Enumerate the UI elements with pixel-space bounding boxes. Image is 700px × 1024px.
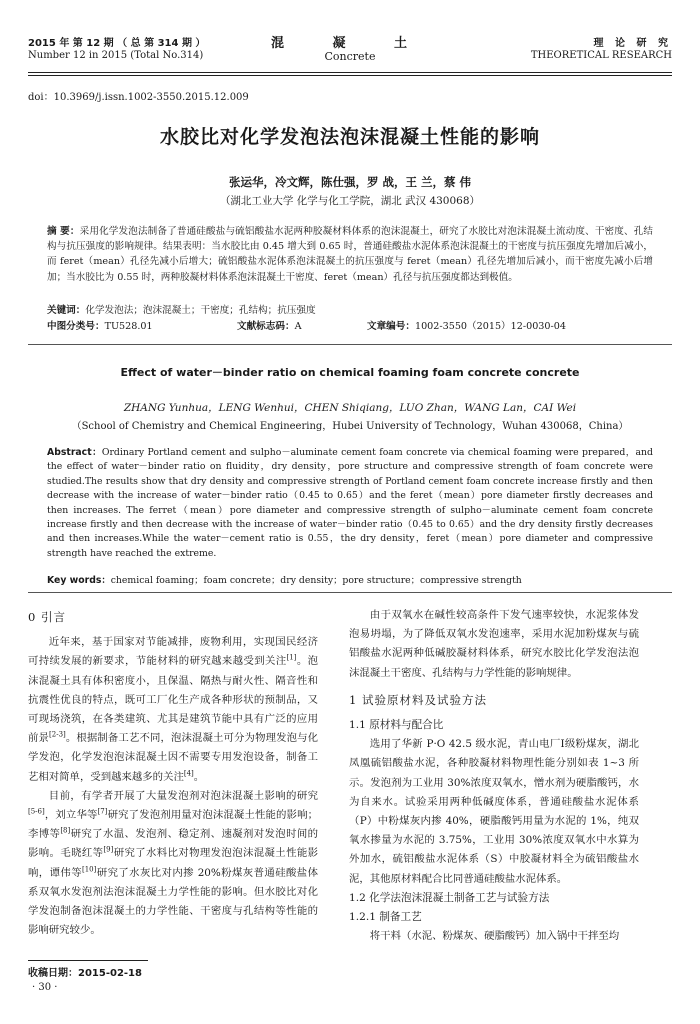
- subsection-heading: 1.2.1 制备工艺: [349, 911, 422, 924]
- abstract-en-label: Abstract：: [47, 447, 102, 458]
- text-run: 研究了发泡剂用量对泡沫混凝土性能的影响；李博等: [28, 809, 319, 841]
- text-run: 研究了水料比对物理发泡泡沫混凝土性能影响，谭伟等: [28, 847, 318, 879]
- abstract-cn: [47, 224, 653, 285]
- section-en: THEORETICAL RESEARCH: [530, 50, 672, 61]
- text-run: 近年来，基于国家对节能减排，废物利用，实现国民经济可持续发展的新要求，节能材料的研究越来越受到关注: [28, 636, 318, 668]
- keywords-en: [47, 572, 653, 586]
- text-run: 。根据制备工艺不同，泡沫混凝土可分为物理发泡与化学发泡，化学发泡泡沫混凝土因不需要专用发泡设备，制备工艺相对简单，受到越来越多的关注: [28, 732, 319, 783]
- text-run: 研究了水灰比对内掺 20%粉煤灰普通硅酸盐体系双氧水发泡剂法泡沫混凝土力学性能的影响。但水胶比对化学发泡制备泡沫混凝土的力学性能、干密度与孔结构等性能的影响研究较少。: [28, 866, 318, 937]
- section-heading: 0 引言: [28, 610, 66, 624]
- body-column-left: [28, 606, 318, 940]
- citation: [4]: [183, 769, 194, 778]
- text-run: 。泡沫混凝土具有体积密度小，且保温、隔热与耐火性、隔音性和抗震性优良的特点，既可工厂化生产成各种形状的预制品，又可现场浇筑，在各类建筑、尤其是建筑节能中具有广泛的应用前景: [28, 655, 318, 745]
- citation: [9]: [103, 845, 114, 854]
- affiliation-en: （School of Chemistry and Chemical Engineering，Hubei University of Technology，Wuhan 430068，China）: [71, 421, 629, 432]
- abstract-en-text: Ordinary Portland cement and sulpho－aluminate cement foam concrete via chemical foaming were prepared，and the effect of water－binder ratio on fluidity，dry density，pore structure and compressive strength of foam concrete were studied.The results show that dry density and compressive strength of Portland cement foam concrete increase firstly and then decrease with the increase of water－binder ratio（0.45 to 0.65）and the feret（mean）pore diameter firstly decreases and then increases. The ferret（mean）pore diameter and compressive strength of sulpho－aluminate cement foam concrete increase firstly and then decrease with the increase of water－binder ratio（0.45 to 0.65）and the dry density firstly decreases and then increases.While the water－cement ratio is 0.55，the dry density，feret（mean）pore diameter and compressive strength have reached the extreme.: [47, 447, 653, 559]
- doc-code-value: A: [294, 321, 302, 332]
- divider: [28, 592, 672, 593]
- keywords-en-text: chemical foaming；foam concrete；dry density；pore structure；compressive strength: [110, 575, 522, 586]
- citation: [5-6]: [28, 807, 45, 816]
- received-date: 收稿日期：2015-02-18: [28, 968, 142, 979]
- abstract-en: [47, 446, 653, 561]
- section-cn: 理 论 研 究: [593, 38, 672, 49]
- authors-cn: 张运华，冷文辉，陈仕强，罗 战，王 兰，蔡 伟: [228, 175, 471, 189]
- doc-code-label: 文献标志码：: [237, 321, 295, 332]
- page-number: · 30 ·: [32, 982, 58, 993]
- keywords-en-label: Key words：: [47, 575, 111, 586]
- authors-en: ZHANG Yunhua，LENG Wenhui，CHEN Shiqiang，LUO Zhan，WANG Lan，CAI Wei: [123, 402, 577, 414]
- running-header: [28, 34, 672, 68]
- citation: [1]: [286, 653, 297, 662]
- paper-title-cn: 水胶比对化学发泡法泡沫混凝土性能的影响: [159, 126, 540, 148]
- subsection-heading: 1.1 原材料与配合比: [349, 719, 444, 732]
- header-rule: [28, 72, 672, 73]
- citation: [10]: [82, 865, 97, 874]
- text-run: 。: [193, 770, 205, 783]
- citation: [8]: [60, 826, 71, 835]
- section-heading: 1 试验原材料及试验方法: [349, 692, 487, 707]
- paragraph: 将干料（水泥、粉煤灰、硬脂酸钙）加入锅中干拌至均: [369, 930, 620, 943]
- clc-value: TU528.01: [104, 321, 153, 332]
- keywords-cn-text: 化学发泡法；泡沫混凝土；干密度；孔结构；抗压强度: [85, 305, 316, 316]
- doi: doi：10.3969/j.issn.1002-3550.2015.12.009: [28, 92, 249, 103]
- subsection-heading: 1.2 化学法泡沫混凝土制备工艺与试验方法: [349, 891, 550, 904]
- paragraph: 选用了华新 P·O 42.5 级水泥，青山电厂Ⅰ级粉煤灰，湖北凤凰硫铝酸盐水泥，各种胶凝材料物理性能分别如表 1~3 所示。发泡剂为工业用 30%浓度双氧水，憎水剂为硬脂酸钙，水为自来水。试验采用两种低碱度体系，普通硅酸盐水泥体系（P）中粉煤灰内掺 40%，硬脂酸钙用量为水泥的 1%，纯双氧水掺量为水泥的 3.75%，工业用 30%浓度双氧水中水算为外加水，硫铝酸盐水泥体系（S）中胶凝材料全为硫铝酸盐水泥，其他原材料配合比同普通硅酸盐水泥体系。: [349, 738, 639, 885]
- text-run: 目前，有学者开展了大量发泡剂对泡沫混凝土影响的研究: [48, 789, 318, 802]
- citation: [2-3]: [49, 730, 66, 739]
- divider: [28, 344, 672, 345]
- footnote-rule: [28, 960, 148, 961]
- body-column-right: [349, 606, 639, 946]
- keywords-cn-label: 关键词：: [47, 305, 86, 316]
- keywords-cn: [47, 302, 653, 316]
- article-no-value: 1002-3550（2015）12-0030-04: [414, 321, 566, 332]
- affiliation-cn: （湖北工业大学 化学与化工学院，湖北 武汉 430068）: [219, 195, 481, 207]
- header-rule-thin: [28, 75, 672, 76]
- abstract-cn-label: 摘 要：: [47, 226, 80, 237]
- article-no-label: 文章编号：: [367, 321, 415, 332]
- abstract-cn-text: 采用化学发泡法制备了普通硅酸盐与硫铝酸盐水泥两种胶凝材料体系的泡沫混凝土，研究了水胶比对泡沫混凝土流动度、干密度、孔结构与抗压强度的影响规律。结果表明：当水胶比由 0.45 增大到 0.65 时，普通硅酸盐水泥体系泡沫混凝土的干密度与抗压强度先增加后减小，而 feret（mean）孔径先减小后增大；硫铝酸盐水泥体系泡沫混凝土的抗压强度与 feret（mean）孔径先增加后减小，而干密度先减小后增加；当水胶比为 0.55 时，两种胶凝材料体系泡沫混凝土干密度、feret（mean）孔径与抗压强度都达到极值。: [47, 226, 654, 283]
- paragraph: [28, 633, 318, 787]
- journal-name-en: Concrete: [324, 50, 376, 63]
- paper-title-en: Effect of water－binder ratio on chemical foaming foam concrete concrete: [120, 366, 580, 379]
- text-run: 研究了水温、发泡剂、稳定剂、速凝剂对发泡时间的影响。毛晓红等: [28, 828, 319, 860]
- paragraph: 由于双氧水在碱性较高条件下发气速率较快，水泥浆体发泡易坍塌，为了降低双氧水发泡速率，采用水泥加粉煤灰与硫铝酸盐水泥两种低碱胶凝材料体系，研究水胶比化学发泡法泡沫混凝土干密度、孔结构与力学性能的影响规律。: [349, 609, 639, 679]
- clc-label: 中图分类号：: [47, 321, 105, 332]
- issue-cn: 2015 年 第 12 期 （ 总 第 314 期 ）: [28, 38, 206, 49]
- citation: [7]: [97, 807, 108, 816]
- journal-name-cn: 混 凝 土: [270, 36, 430, 51]
- issue-en: Number 12 in 2015 (Total No.314): [28, 50, 204, 61]
- classification-line: [47, 318, 667, 332]
- paragraph: [28, 787, 318, 941]
- text-run: ，刘立华等: [44, 809, 98, 822]
